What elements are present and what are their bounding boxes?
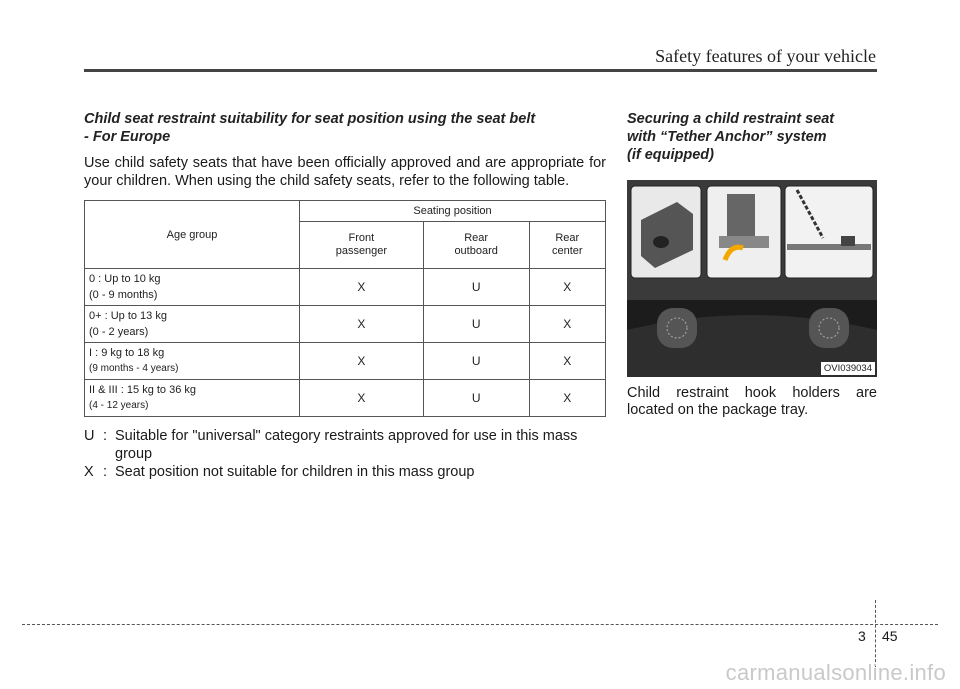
- section-number: 3: [858, 628, 866, 644]
- legend-colon: :: [103, 464, 108, 480]
- col-rear-outboard: [423, 222, 529, 269]
- header-divider: [84, 69, 877, 72]
- watermark: carmanualsonline.info: [725, 660, 946, 685]
- age-cell: [85, 306, 300, 343]
- front-passenger-cell: X: [300, 343, 424, 380]
- page-header-title: Safety features of your vehicle: [655, 46, 876, 66]
- right-column: [627, 110, 877, 419]
- age-cell: [85, 343, 300, 380]
- legend-notes: [84, 427, 606, 481]
- rear-center-cell: X: [529, 306, 605, 343]
- age-group-header: Age group: [85, 201, 300, 269]
- table-row: [85, 380, 606, 417]
- rear-outboard-cell: U: [423, 343, 529, 380]
- legend-text: Seat position not suitable for children in this mass group: [115, 464, 475, 480]
- col-front-line1: Front: [348, 232, 375, 244]
- tether-anchor-illustration: [627, 180, 877, 377]
- legend-key: X: [84, 464, 94, 480]
- col-rear-outboard-line1: Rear: [464, 232, 489, 244]
- legend-note: [84, 463, 606, 481]
- age-weight: II & III : 15 kg to 36 kg: [89, 384, 197, 396]
- col-front-line2: passenger: [335, 245, 388, 257]
- tether-heading-line1: Securing a child restraint seat: [627, 111, 835, 127]
- intro-paragraph: Use child safety seats that have been officially approved and are appropriate for your children. When using the child safety seats, refer to the following table.: [84, 155, 606, 189]
- rear-center-cell: X: [529, 380, 605, 417]
- col-front-passenger: [300, 222, 424, 269]
- front-passenger-cell: X: [300, 306, 424, 343]
- rear-center-cell: X: [529, 269, 605, 306]
- suitability-table: [84, 200, 606, 417]
- age-cell: [85, 380, 300, 417]
- table-row: [85, 306, 606, 343]
- age-weight: I : 9 kg to 18 kg: [89, 347, 165, 359]
- figure-caption: Child restraint hook holders are located on the package tray.: [627, 385, 877, 418]
- section-heading-line2: - For Europe: [84, 129, 171, 145]
- tether-heading-line2: with “Tether Anchor” system: [627, 129, 827, 145]
- legend-key: U: [84, 428, 95, 444]
- left-column: [84, 110, 606, 481]
- table-row: [85, 269, 606, 306]
- age-range: (9 months - 4 years): [89, 363, 179, 374]
- col-rear-center-line2: center: [551, 245, 583, 257]
- car-interior-illustration: [627, 180, 877, 377]
- age-weight: 0+ : Up to 13 kg: [89, 310, 167, 322]
- legend-colon: :: [103, 428, 108, 444]
- col-rear-center: [529, 222, 605, 269]
- age-cell: [85, 269, 300, 306]
- page-number: 45: [882, 628, 898, 644]
- col-rear-outboard-line2: outboard: [454, 245, 498, 257]
- rear-outboard-cell: U: [423, 306, 529, 343]
- age-range: (0 - 9 months): [89, 289, 158, 301]
- tether-heading-line3: (if equipped): [627, 147, 714, 163]
- section-heading-line1: Child seat restraint suitability for seat position using the seat belt: [84, 111, 536, 127]
- age-range: (4 - 12 years): [89, 400, 149, 411]
- table-row: [85, 343, 606, 380]
- col-rear-center-line1: Rear: [555, 232, 580, 244]
- footer-divider: [22, 624, 938, 625]
- rear-outboard-cell: U: [423, 269, 529, 306]
- tether-heading: [627, 110, 877, 164]
- legend-text: Suitable for "universal" category restraints approved for use in this mass group: [115, 428, 578, 462]
- seating-position-header: Seating position: [300, 201, 606, 222]
- figure-code: OVI039034: [821, 362, 875, 375]
- rear-center-cell: X: [529, 343, 605, 380]
- legend-note: [84, 427, 606, 463]
- rear-outboard-cell: U: [423, 380, 529, 417]
- age-weight: 0 : Up to 10 kg: [89, 273, 161, 285]
- front-passenger-cell: X: [300, 269, 424, 306]
- front-passenger-cell: X: [300, 380, 424, 417]
- age-range: (0 - 2 years): [89, 326, 149, 338]
- section-heading: [84, 110, 606, 146]
